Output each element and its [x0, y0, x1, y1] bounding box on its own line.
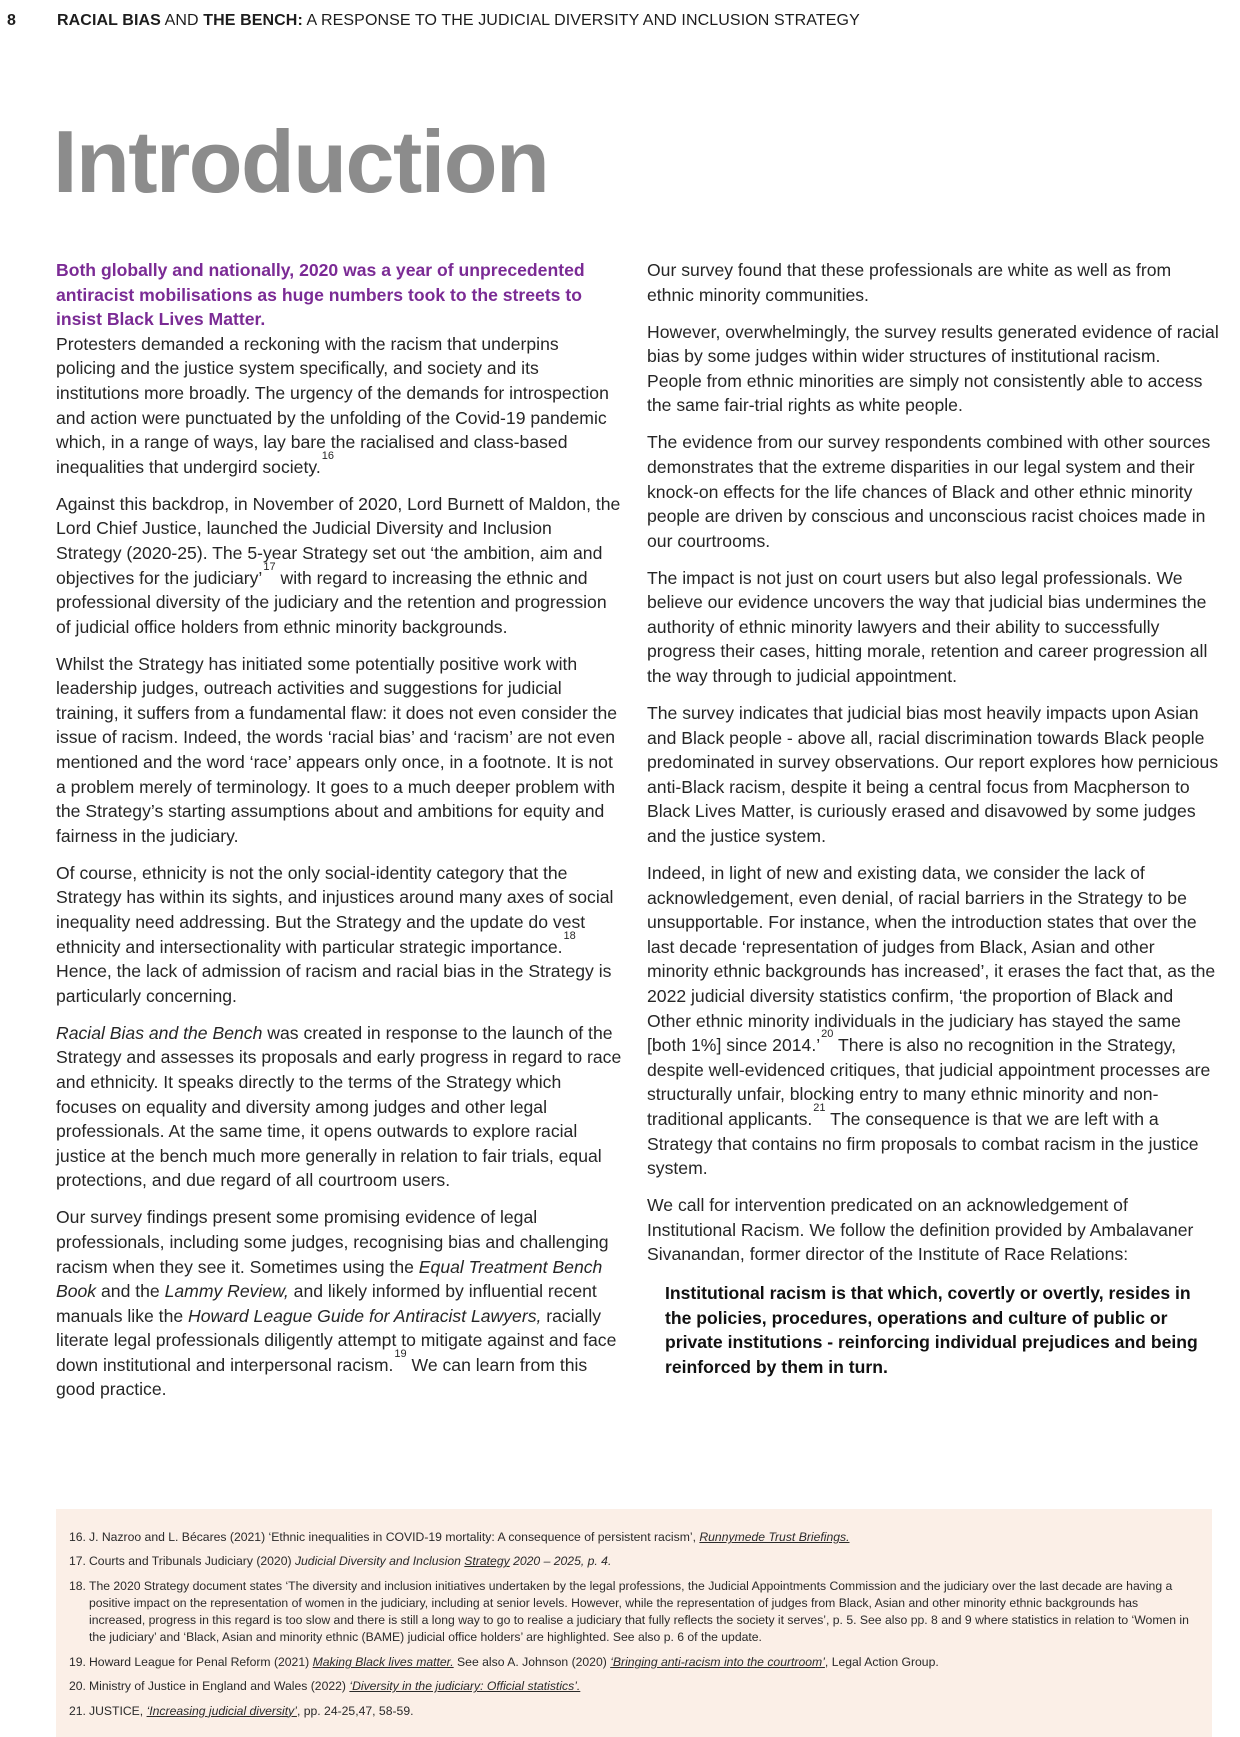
right-paragraph-4: The impact is not just on court users but also legal professionals. We believe our evidence uncovers the way that judicial bias undermines the authority of ethnic minority lawyers and their ability to successfully progress their cases, hitting morale, retention and career progression all the way through to judicial appointment.: [647, 567, 1208, 687]
footnote-21-text: JUSTICE,: [89, 1703, 147, 1718]
footnote-21-text-2: , pp. 24-25,47, 58-59.: [296, 1703, 414, 1718]
footnote-ref-17[interactable]: 17: [263, 560, 276, 573]
paragraph-5-text: was created in response to the launch of the Strategy and assesses its proposals and early progress in regard to race and ethnicity. It speaks directly to the terms of the Strategy which focuses on equality and diversity among judges and other legal professionals. At the same time, it opens outwards to explore racial justice at the bench much more generally in relation to fair trials, equal protections, and due regard of all courtroom users.: [56, 1022, 622, 1191]
footnote-20: [69, 1678, 1196, 1695]
footnote-19: [69, 1654, 1196, 1671]
header-title-bold-2: THE BENCH:: [203, 12, 303, 29]
footnote-17-italic-2: 2020 – 2025, p. 4.: [509, 1554, 612, 1569]
right-paragraph-6-text-b: There is also no recognition in the Strategy, despite well-evidenced critiques, that judicial appointment processes are structurally unfair, blocking entry to many ethnic minority and non-traditional applicants.: [647, 1035, 1211, 1129]
footnote-number: 18.: [69, 1578, 86, 1593]
paragraph-4: [56, 861, 622, 1009]
footnote-number: 17.: [69, 1554, 86, 1569]
institutional-racism-definition-quote: Institutional racism is that which, covertly or overtly, resides in the policies, procedures, operations and culture of public or private institutions - reinforcing individual prejudices and being reinforced by them in turn.: [665, 1282, 1198, 1377]
header-title: [57, 12, 860, 30]
footnote-ref-18[interactable]: 18: [563, 929, 576, 942]
running-header: [0, 12, 1240, 32]
diversity-statistics-link[interactable]: ‘Diversity in the judiciary: Official statistics’.: [349, 1679, 581, 1694]
left-column: [56, 258, 622, 1414]
right-paragraph-5: The survey indicates that judicial bias most heavily impacts upon Asian and Black people - above all, racial discrimination towards Black people predominated in survey observations. Our report explores how pernicious anti-Black racism, despite it being a central focus from Macpherson to Black Lives Matter, is curiously erased and disavowed by some judges and the justice system.: [647, 703, 1219, 847]
paragraph-4-text-b: Hence, the lack of admission of racism and racial bias in the Strategy is particularly concerning.: [56, 961, 612, 1006]
report-title-italic: Racial Bias and the Bench: [56, 1022, 263, 1043]
footnote-19-text: Howard League for Penal Reform (2021): [89, 1654, 313, 1669]
page-title: Introduction: [53, 112, 549, 211]
paragraph-6-text-a: Our survey findings present some promising evidence of legal professionals, including some judges, recognising bias and challenging racism when they see it. Sometimes using the: [56, 1207, 609, 1277]
strategy-link[interactable]: Strategy: [464, 1554, 510, 1569]
footnote-16: [69, 1529, 1196, 1546]
paragraph-6-text-e: We can learn from this good practice.: [56, 1354, 588, 1400]
paragraph-1-text: Protesters demanded a reckoning with the racism that underpins policing and the justice system specifically, and society and its institutions more broadly. The urgency of the demands for introspection and action were punctuated by the unfolding of the Covid-19 pandemic which, in a range of ways, lay bare the racialised and class-based inequalities that undergird society.: [56, 333, 609, 477]
page-number: 8: [7, 12, 16, 29]
footnote-17-italic: Judicial Diversity and Inclusion: [294, 1554, 465, 1569]
howard-league-guide-italic: Howard League Guide for Antiracist Lawyers,: [188, 1305, 542, 1326]
paragraph-3: Whilst the Strategy has initiated some potentially positive work with leadership judges, outreach activities and suggestions for judicial training, it suffers from a fundamental flaw: it does not even consider the issue of racism. Indeed, the words ‘racial bias’ and ‘racism’ are not even mentioned and the word ‘race’ appears only once, in a footnote. It is not a problem merely of terminology. It goes to a much deeper problem with the Strategy’s starting assumptions about and ambitions for equity and fairness in the judiciary.: [56, 653, 618, 846]
header-title-and: AND: [160, 12, 204, 29]
right-column: [647, 258, 1219, 1392]
right-paragraph-1: Our survey found that these professionals are white as well as from ethnic minority communities.: [647, 260, 1172, 305]
paragraph-2-text-b: with regard to increasing the ethnic and professional diversity of the judiciary and the retention and progression of judicial office holders from ethnic minority backgrounds.: [56, 567, 607, 637]
right-paragraph-6-text-a: Indeed, in light of new and existing data, we consider the lack of acknowledgement, even denial, of racial barriers in the Strategy to be unsupportable. For instance, when the introduction states that over the last decade ‘representation of judges from Black, Asian and other minority ethnic backgrounds has increased’, it erases the fact that, as the 2022 judicial diversity statistics confirm, ‘the proportion of Black and Other ethnic minority individuals in the judiciary has stayed the same [both 1%] since 2014.’: [647, 863, 1216, 1056]
right-paragraph-6-text-c: The consequence is that we are left with a Strategy that contains no firm proposals to combat racism in the justice system.: [647, 1108, 1199, 1179]
footnote-number: 21.: [69, 1703, 86, 1718]
paragraph-6: [56, 1205, 622, 1402]
footnote-number: 16.: [69, 1530, 86, 1544]
footnotes-list: [56, 1509, 1212, 1720]
footnote-18-text: The 2020 Strategy document states ‘The diversity and inclusion initiatives undertaken by the legal professions, the Judicial Appointments Commission and the judiciary over the last decade are having a positive impact on the representation of women in the judiciary, including at senior levels. However, while the representation of judges from Black, Asian and other minority ethnic backgrounds has increased, progress in this regard is too slow and there is still a long way to go to realise a judiciary that fully reflects the society it serves’, p. 5. See also pp. 8 and 9 where statistics in relation to ‘Women in the judiciary’ and ‘Black, Asian and minority ethnic (BAME) judicial office holders’ are highlighted. See also p. 6 of the update.: [89, 1578, 1189, 1645]
footnote-number: 19.: [69, 1654, 86, 1669]
paragraph-5: [56, 1021, 622, 1193]
footnote-21: [69, 1703, 1196, 1720]
footnote-17-text: Courts and Tribunals Judiciary (2020): [89, 1554, 295, 1569]
footnote-ref-20[interactable]: 20: [821, 1028, 834, 1041]
footnote-number: 20.: [69, 1679, 86, 1694]
paragraph-6-text-c: and likely informed by influential recent manuals like the: [56, 1281, 597, 1326]
lead-text: Both globally and nationally, 2020 was a year of unprecedented antiracist mobilisations as huge numbers took to the streets to insist Black Lives Matter.: [56, 260, 585, 330]
footnote-ref-16[interactable]: 16: [321, 449, 334, 462]
increasing-diversity-link[interactable]: ‘Increasing judicial diversity’: [146, 1703, 297, 1718]
lammy-review-italic: Lammy Review,: [164, 1281, 289, 1302]
runnymede-link[interactable]: Runnymede Trust Briefings.: [699, 1530, 850, 1544]
black-lives-matter-link[interactable]: Making Black lives matter.: [312, 1654, 454, 1669]
paragraph-1: [56, 258, 622, 479]
footnote-20-text: Ministry of Justice in England and Wales (2022): [89, 1679, 350, 1694]
footnote-18: [69, 1578, 1196, 1647]
header-title-bold-1: RACIAL BIAS: [57, 12, 161, 29]
footnote-ref-19[interactable]: 19: [394, 1348, 407, 1361]
footnote-19-text-2: See also A. Johnson (2020): [453, 1654, 611, 1669]
footnotes-box: [56, 1509, 1212, 1737]
paragraph-6-text-d: racially literate legal professionals diligently attempt to mitigate against and face down institutional and interpersonal racism.: [56, 1305, 617, 1375]
header-title-rest: A RESPONSE TO THE JUDICIAL DIVERSITY AND INCLUSION STRATEGY: [302, 12, 860, 29]
right-paragraph-3: The evidence from our survey respondents combined with other sources demonstrates that the extreme disparities in our legal system and their knock-on effects for the life chances of Black and other ethnic minority people are driven by conscious and unconscious racist choices made in our courtrooms.: [647, 432, 1211, 551]
footnote-17: [69, 1553, 1196, 1570]
paragraph-6-text-b: and the: [96, 1281, 165, 1302]
footnote-16-text: J. Nazroo and L. Bécares (2021) ‘Ethnic inequalities in COVID-19 mortality: A consequence of persistent racism’,: [89, 1530, 700, 1544]
footnote-19-text-3: , Legal Action Group.: [824, 1654, 939, 1669]
anti-racism-courtroom-link[interactable]: ‘Bringing anti-racism into the courtroom’: [610, 1654, 825, 1669]
bench-book-italic: Equal Treatment Bench Book: [56, 1256, 603, 1302]
paragraph-4-text-a: Of course, ethnicity is not the only social-identity category that the Strategy has within its sights, and injustices around many axes of social inequality need addressing. But the Strategy and the update do vest ethnicity and intersectionality with particular strategic importance.: [56, 862, 614, 957]
right-paragraph-7: We call for intervention predicated on an acknowledgement of Institutional Racism. We follow the definition provided by Ambalavaner Sivanandan, former director of the Institute of Race Relations:: [647, 1195, 1194, 1265]
footnote-ref-21[interactable]: 21: [813, 1102, 826, 1115]
right-paragraph-6: [647, 861, 1219, 1181]
paragraph-2: [56, 492, 622, 640]
paragraph-2-text-a: Against this backdrop, in November of 2020, Lord Burnett of Maldon, the Lord Chief Justice, launched the Judicial Diversity and Inclusion Strategy (2020-25). The 5-year Strategy set out ‘the ambition, aim and objectives for the judiciary’: [56, 493, 621, 588]
right-paragraph-2: However, overwhelmingly, the survey results generated evidence of racial bias by some judges within wider structures of institutional racism. People from ethnic minorities are simply not consistently able to access the same fair-trial rights as white people.: [647, 321, 1219, 416]
